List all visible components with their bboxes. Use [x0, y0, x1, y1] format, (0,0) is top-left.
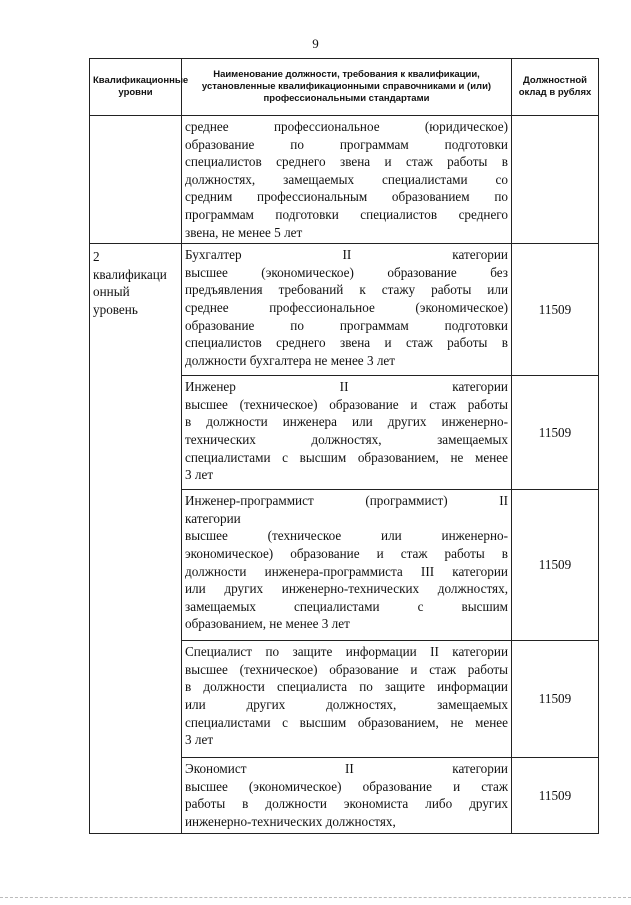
salary-cell [512, 116, 599, 244]
description-line: среднее профессиональное (юридическое) [185, 119, 508, 134]
description-line: 3 лет [185, 732, 214, 748]
description-line: высшее (экономическое) образование без [185, 264, 508, 280]
position-description [182, 116, 512, 244]
header-salary: Должностной оклад в рублях [512, 59, 599, 116]
salary-cell: 11509 [512, 244, 599, 376]
description-line: Специалист по защите информации II категории [185, 644, 508, 660]
description-line: программам подготовки специалистов среднего [185, 206, 508, 222]
level-line: онный [93, 284, 130, 300]
description-line: специалистами с высшим образованием, не менее [185, 449, 508, 465]
description-line: средним профессиональным образованием по [185, 189, 508, 205]
description-line: образование по программам подготовки [185, 317, 508, 333]
description-line: специалистами с высшим образованием, не менее [185, 714, 508, 730]
description-line: Экономист II категории [185, 761, 508, 777]
salary-cell: 11509 [512, 758, 599, 834]
description-line: должности инженера-программиста III категории [185, 563, 508, 579]
description-line: звена, не менее 5 лет [185, 224, 303, 240]
table-row [90, 116, 599, 244]
level-line: уровень [93, 301, 138, 317]
salary-cell: 11509 [512, 641, 599, 758]
description-line: предъявления требований к стажу работы или [185, 282, 508, 298]
position-description [182, 490, 512, 641]
salary-cell: 11509 [512, 490, 599, 641]
description-line: специалистов среднего звена и стаж работы в [185, 335, 508, 351]
description-line: 3 лет [185, 467, 214, 483]
description-line: Инженер II категории [185, 379, 508, 395]
description-line: экономическое) образование и стаж работы в [185, 545, 508, 561]
description-line: инженерно-технических должностях, [185, 813, 396, 829]
description-line: работы в должности экономиста либо других [185, 796, 508, 812]
position-description [182, 641, 512, 758]
description-line: технических должностях, замещаемых [185, 431, 508, 447]
scan-edge [0, 897, 631, 898]
description-line: специалистов среднего звена и стаж работы в [185, 154, 508, 170]
position-description [182, 758, 512, 834]
page-number: 9 [312, 36, 319, 51]
level-line: 2 [93, 249, 100, 265]
description-line: Инженер-программист (программист) II [185, 493, 508, 509]
description-line: образованием, не менее 3 лет [185, 616, 350, 632]
position-description [182, 244, 512, 376]
description-line: замещаемых специалистами с высшим [185, 598, 508, 614]
description-line: или других должностях, замещаемых [185, 696, 508, 712]
description-line: должностях, замещаемых специалистами со [185, 171, 508, 187]
header-name: Наименование должности, требования к квалификации, установленные квалификационными справочниками и (или) профессиональными стандартами [182, 59, 512, 116]
description-line: высшее (техническое) образование и стаж работы [185, 661, 508, 677]
description-line: образование по программам подготовки [185, 136, 508, 152]
header-level: Квалификационные уровни [90, 59, 182, 116]
level-line: квалификаци [93, 266, 167, 282]
description-line: Бухгалтер II категории [185, 247, 508, 263]
description-line: категории [185, 510, 241, 526]
description-line: должности бухгалтера не менее 3 лет [185, 352, 396, 368]
level-cell-continued [90, 116, 182, 244]
description-line: высшее (экономическое) образование и стаж [185, 778, 508, 794]
qualification-table [89, 58, 599, 834]
description-line: высшее (техническое) образование и стаж работы [185, 396, 508, 412]
table-header-row [90, 59, 599, 116]
description-line: в должности специалиста по защите информации [185, 679, 508, 695]
salary-cell: 11509 [512, 376, 599, 490]
level-cell [90, 244, 182, 834]
description-line: высшее (техническое или инженерно- [185, 528, 508, 544]
description-line: или других инженерно-технических должностях, [185, 581, 508, 597]
description-line: среднее профессиональное (экономическое) [185, 299, 508, 315]
table-row [90, 244, 599, 376]
description-line: в должности инженера или других инженерно- [185, 414, 508, 430]
position-description [182, 376, 512, 490]
